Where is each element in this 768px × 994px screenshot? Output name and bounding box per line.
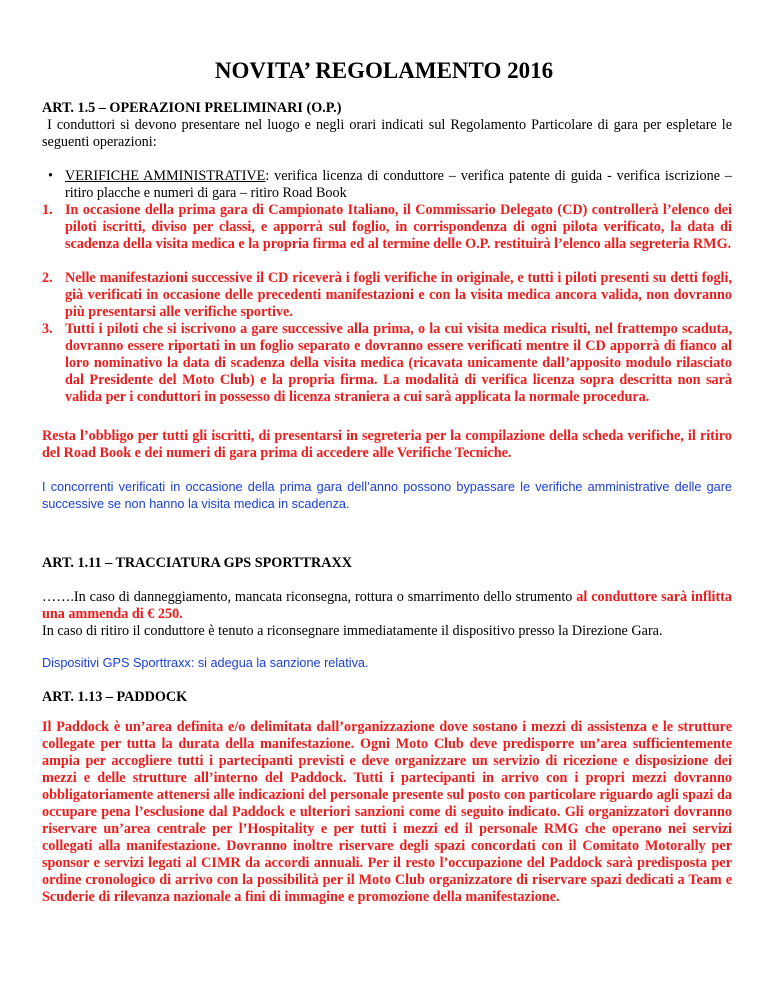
- verifiche-amministrative-item: [65, 168, 732, 202]
- item-1-number: 1.: [42, 202, 53, 218]
- item-2-number: 2.: [42, 270, 53, 286]
- item-2-text: Nelle manifestazioni successive il CD riceverà i fogli verifiche in originale, e tutti i piloti presenti su detti fogli, già verificati in occasione delle precedenti manifestazioni e con la visita medica ancora valida, non dovranno più presentarsi alle verifiche sportive.: [65, 270, 732, 320]
- verifiche-amministrative-text: : verifica licenza di conduttore – verifica patente di guida - verifica iscrizione – ritiro placche e numeri di gara – ritiro Road Book: [65, 168, 732, 201]
- art-1-13-heading: ART. 1.13 – PADDOCK: [42, 689, 188, 705]
- art-1-11-text-a: …….In caso di danneggiamento, mancata riconsegna, rottura o smarrimento dello strumento: [42, 589, 577, 605]
- item-1-text: In occasione della prima gara di Campionato Italiano, il Commissario Delegato (CD) controllerà l’elenco dei piloti iscritti, diviso per classi, e apporrà sul foglio, in corrispondenza di ogni pilota verificato, la data di scadenza della visita medica e la propria firma ed al termine delle O.P. restituirà l’elenco alla segreteria RMG.: [65, 202, 732, 252]
- page-title: NOVITA’ REGOLAMENTO 2016: [214, 58, 554, 83]
- art-1-11-paragraph: [42, 589, 732, 623]
- bullet-marker: •: [48, 168, 53, 184]
- item-3-text: Tutti i piloti che si iscrivono a gare successive alla prima, o la cui visita medica risulti, nel frattempo scaduta, dovranno essere riportati in un foglio separato e dovranno essere verificati mentre il CD apporrà di fianco al loro nominativo la data di scadenza della visita medica (ricavata unicamente dall’apposito modulo rilasciato dal Presidente del Moto Club) e la propria firma. La modalità di verifica licenza sopra descritta non sarà valida per i conduttori in possesso di licenza straniera a cui sarà applicata la normale procedura.: [65, 321, 732, 405]
- art-1-13-body: Il Paddock è un’area definita e/o delimitata dall’organizzazione dove sostano i mezzi di assistenza e le strutture collegate per tutta la durata della manifestazione. Ogni Moto Club deve predisporre un’area sufficientemente ampia per accogliere tutti i partecipanti previsti e deve organizzare un servizio di ricezione e disposizione dei mezzi e delle strutture all’interno del Paddock. Tutti i partecipanti in arrivo con i propri mezzi dovranno obbligatoriamente attenersi alle indicazioni del personale presente sul posto con particolare riguardo agli spazi da occupare pena l’esclusione dal Paddock e ulteriori sanzioni come di seguito indicato. Gli organizzatori dovranno riservare un’area centrale per l’Hospitality e per tutti i mezzi ed il personale RMG che operano nei servizi collegati alla manifestazione. Dovranno inoltre riservare degli spazi concordati con il Comitato Motorally per sponsor e servizi legati al CIMR da accordi annuali. Per il resto l’occupazione del Paddock sarà predisposta per ordine cronologico di arrivo con la possibilità per il Moto Club organizzatore di riservare spazi dedicati a Team e Scuderie di rilevanza nazionale a fini di immagine e promozione della manifestazione.: [42, 719, 732, 905]
- art-1-11-note: Dispositivi GPS Sporttraxx: si adegua la sanzione relativa.: [42, 656, 369, 670]
- art-1-11-heading: ART. 1.11 – TRACCIATURA GPS SPORTTRAXX: [42, 555, 352, 571]
- obligation-paragraph: Resta l’obbligo per tutti gli iscritti, di presentarsi in segreteria per la compilazione della scheda verifiche, il ritiro del Road Book e dei numeri di gara prima di accedere alle Verifiche Tecniche.: [42, 428, 732, 461]
- art-1-11-return-rule: In caso di ritiro il conduttore è tenuto a riconsegnare immediatamente il dispositivo presso la Direzione Gara.: [42, 623, 663, 639]
- art-1-5-note: I concorrenti verificati in occasione della prima gara dell’anno possono bypassare le verifiche amministrative delle gare successive se non hanno la visita medica in scadenza.: [42, 480, 732, 511]
- verifiche-amministrative-label: VERIFICHE AMMINISTRATIVE: [65, 168, 266, 184]
- art-1-5-intro: I conduttori si devono presentare nel luogo e negli orari indicati sul Regolamento Particolare di gara per espletare le seguenti operazioni:: [42, 117, 736, 150]
- item-3-number: 3.: [42, 321, 53, 337]
- art-1-11-penalty: al conduttore sarà inflitta una ammenda di € 250.: [42, 589, 732, 622]
- art-1-5-heading: ART. 1.5 – OPERAZIONI PRELIMINARI (O.P.): [42, 100, 342, 116]
